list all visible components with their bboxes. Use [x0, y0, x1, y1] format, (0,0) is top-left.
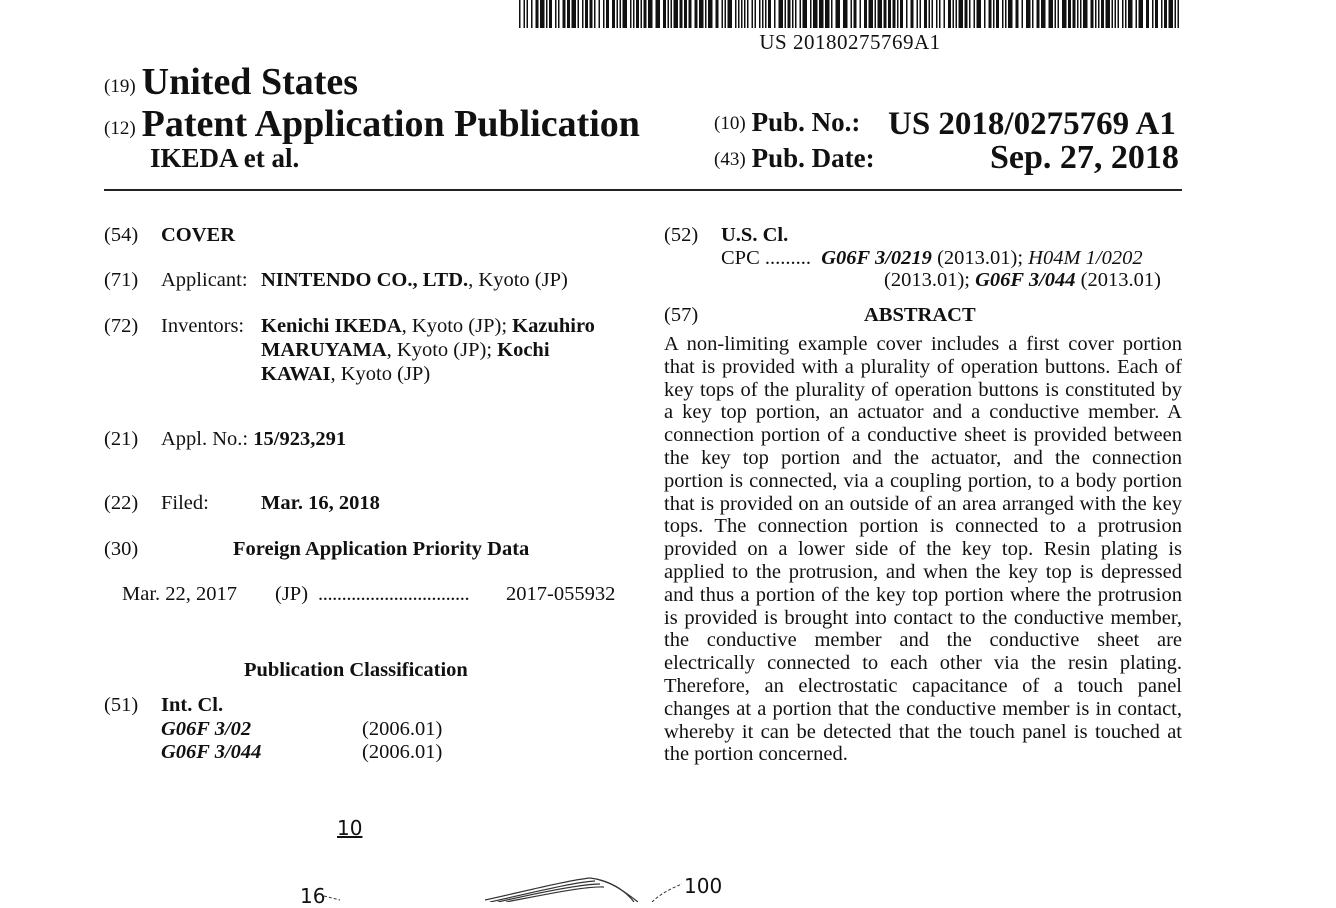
inventor-3-last: KAWAI: [261, 363, 331, 385]
priority-leader-dots: ................................: [318, 583, 470, 605]
pub-date-label: Pub. Date:: [751, 143, 875, 173]
cpc-leader-dots: .........: [764, 247, 811, 269]
barcode: [519, 0, 1181, 28]
priority-number: 2017-055932: [506, 583, 616, 605]
cpc-year-1: (2013.01);: [931, 247, 1029, 269]
inid-51: (51): [104, 694, 139, 716]
pub-date-line: [714, 143, 875, 174]
inid-72: (72): [104, 315, 139, 337]
inid-12: (12): [104, 118, 136, 139]
int-cl-code: G06F 3/044: [161, 741, 262, 763]
reference-100: 100: [684, 874, 723, 898]
cpc-year-2: (2013.01);: [884, 269, 976, 291]
cpc-year-3: (2013.01): [1075, 269, 1161, 291]
int-cl-code: G06F 3/02: [161, 718, 252, 740]
inventor-3-location: , Kyoto (JP): [330, 363, 431, 385]
figure-drawing: [320, 870, 700, 902]
inventor-2-location: , Kyoto (JP);: [386, 339, 498, 361]
filed-label: Filed:: [161, 492, 209, 514]
doc-type-line: [104, 102, 640, 146]
inventor-2-last: MARUYAMA: [261, 339, 387, 361]
int-cl-year: (2006.01): [362, 741, 443, 763]
title: COVER: [161, 224, 236, 246]
appl-no-line: [161, 428, 346, 451]
applicant-label: Applicant:: [161, 269, 248, 291]
applicant: [261, 269, 568, 292]
inid-71: (71): [104, 269, 139, 291]
inventors-line-3: [261, 363, 430, 386]
us-cl-label: U.S. Cl.: [721, 224, 789, 246]
inid-57: (57): [664, 304, 699, 326]
inventors-line-2: [261, 339, 550, 362]
appl-no-label: Appl. No.:: [161, 428, 249, 450]
priority-country: (JP): [275, 583, 309, 605]
inventors-label: Inventors:: [161, 315, 245, 337]
cpc-line-1: [721, 247, 1143, 270]
inid-52: (52): [664, 224, 699, 246]
inid-19: (19): [104, 76, 136, 97]
publication-classification-heading: Publication Classification: [244, 659, 468, 681]
pub-no-label: Pub. No.:: [751, 107, 861, 137]
pub-no: US 2018/0275769 A1: [888, 106, 1176, 142]
pub-date: Sep. 27, 2018: [990, 139, 1179, 176]
inid-30: (30): [104, 538, 139, 560]
cpc-line-2: [884, 269, 1161, 292]
cpc-code-2: H04M 1/0202: [1028, 247, 1143, 269]
inventor-2-first: Kazuhiro: [512, 315, 595, 337]
inid-43: (43): [714, 149, 746, 170]
abstract-heading: ABSTRACT: [864, 304, 976, 326]
country: United States: [141, 61, 359, 103]
cpc-code-3: G06F 3/044: [975, 269, 1076, 291]
int-cl-label: Int. Cl.: [161, 694, 224, 716]
country-line: [104, 60, 358, 104]
inid-10: (10): [714, 113, 746, 134]
inid-54: (54): [104, 224, 139, 246]
priority-date: Mar. 22, 2017: [122, 583, 238, 605]
figure-number: 10: [337, 816, 363, 840]
header-rule: [104, 189, 1182, 191]
inid-22: (22): [104, 492, 139, 514]
cpc-label: CPC: [721, 247, 760, 269]
inventor-3-first: Kochi: [497, 339, 550, 361]
pub-no-line: [714, 107, 860, 138]
reference-16: 16: [300, 884, 326, 908]
priority-heading: Foreign Application Priority Data: [233, 538, 530, 560]
doc-type: Patent Application Publication: [141, 103, 640, 145]
abstract-text: A non-limiting example cover includes a first cover portion that is provided with a plurality of operation buttons. Each of key tops of the plurality of operation buttons is constituted by a key top portion, an actuator and a conductive member. A connection portion of a conductive sheet is provided between the key top portion and the actuator, and the connection portion is connected, via a coupling portion, to a body portion that is provided on an outside of an area arranged with the key tops. The connection portion is connected to a protrusion provided on a lower side of the key top. Resin plating is applied to the protrusion, and when the key top is depressed and thus a portion of the key top portion where the protrusion is provided is brought into contact to the conductive member, the conductive member and the conductive sheet are electrically connected to each other via the resin plating. Therefore, an electrostatic capacitance of a touch panel changes at a portion that the conductive member is in contact, whereby it can be detected that the touch panel is touched at the portion concerned.: [664, 333, 1182, 766]
applicant-short: IKEDA et al.: [150, 143, 300, 173]
inventor-1-location: , Kyoto (JP);: [401, 315, 513, 337]
appl-no: 15/923,291: [253, 428, 347, 450]
inid-21: (21): [104, 428, 139, 450]
inventor-1-name: Kenichi IKEDA: [261, 315, 402, 337]
filed-date: Mar. 16, 2018: [261, 492, 380, 514]
applicant-name: NINTENDO CO., LTD.: [261, 269, 469, 291]
applicant-location: , Kyoto (JP): [468, 269, 568, 291]
barcode-number: US 20180275769A1: [759, 30, 941, 54]
inventors-line-1: [261, 315, 595, 338]
cpc-code-1: G06F 3/0219: [821, 247, 932, 269]
int-cl-year: (2006.01): [362, 718, 443, 740]
